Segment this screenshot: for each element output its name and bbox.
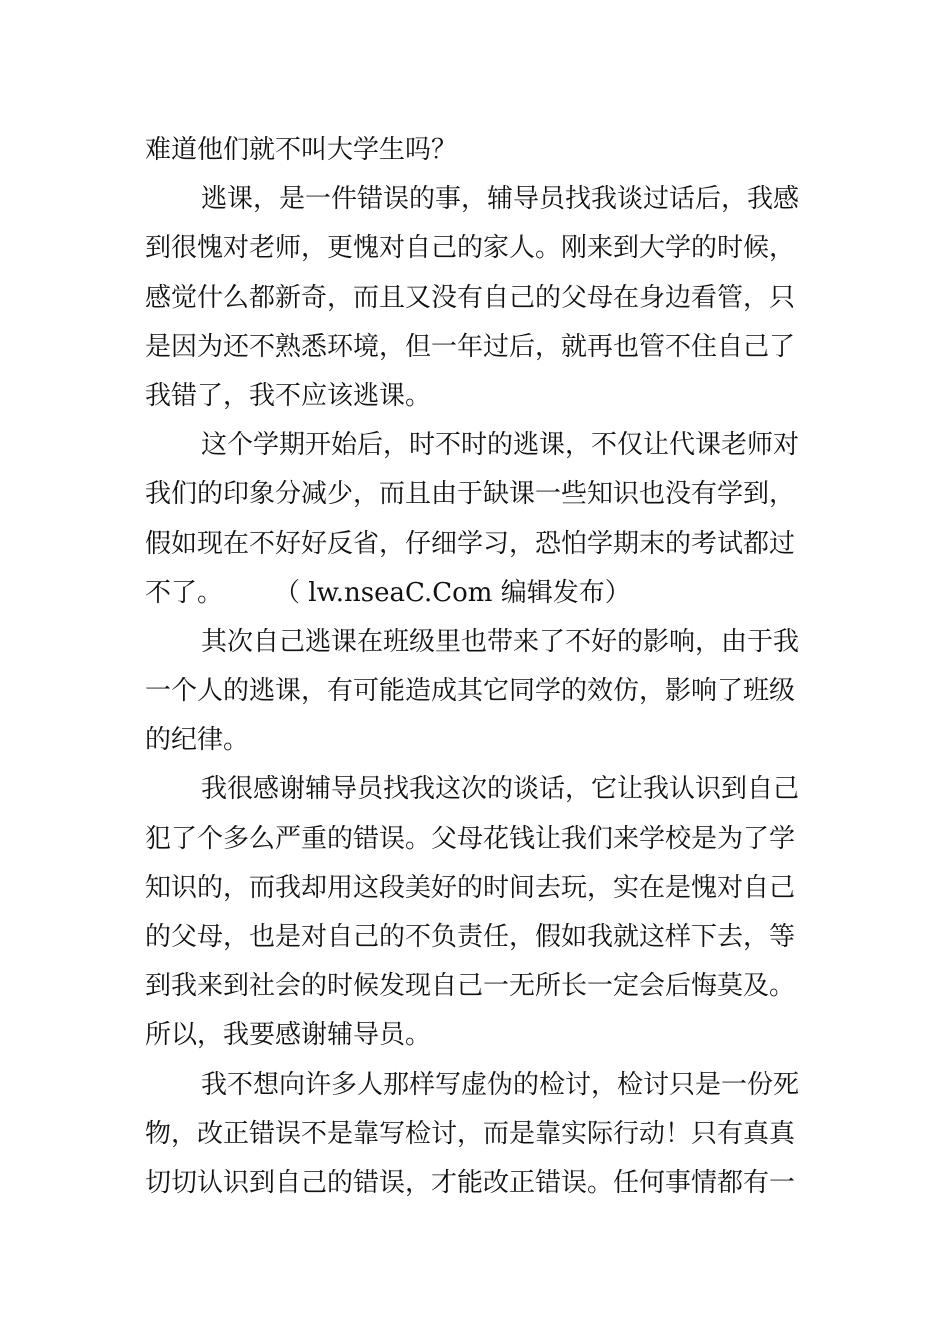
text-line-with-note (145, 569, 810, 618)
edit-note: （ lw.nseaC.Com 编辑发布） (287, 577, 631, 608)
document-body (145, 126, 810, 1208)
text-line: 所以，我要感谢辅导员。 (145, 1020, 432, 1051)
text-line: 知识的，而我却用这段美好的时间去玩，实在是愧对自己 (145, 872, 796, 903)
text-line: 犯了个多么严重的错误。父母花钱让我们来学校是为了学 (145, 823, 796, 854)
text-line: 难道他们就不叫大学生吗？ (145, 135, 458, 165)
text-line: 的纪律。 (145, 725, 250, 756)
paragraph-start-line: 逃课，是一件错误的事，辅导员找我谈过话后，我感 (201, 184, 800, 215)
paragraph-start-line: 我很感谢辅导员找我这次的谈话，它让我认识到自己 (201, 774, 800, 805)
text-line: 我们的印象分减少，而且由于缺课一些知识也没有学到， (145, 479, 796, 510)
text-fragment: 不了。 (145, 577, 224, 608)
paragraph-start-line: 其次自己逃课在班级里也带来了不好的影响，由于我 (201, 626, 800, 657)
text-line: 物，改正错误不是靠写检讨，而是靠实际行动！只有真真 (145, 1118, 796, 1149)
text-line: 到我来到社会的时候发现自己一无所长一定会后悔莫及。 (145, 971, 796, 1002)
text-line: 我错了，我不应该逃课。 (145, 380, 432, 411)
text-line: 感觉什么都新奇，而且又没有自己的父母在身边看管，只 (145, 282, 796, 313)
text-line: 是因为还不熟悉环境，但一年过后，就再也管不住自己了 (145, 331, 796, 362)
text-line: 切切认识到自己的错误，才能改正错误。任何事情都有一 (145, 1167, 796, 1198)
text-line: 假如现在不好好反省，仔细学习，恐怕学期末的考试都过 (145, 528, 796, 559)
paragraph-start-line: 我不想向许多人那样写虚伪的检讨，检讨只是一份死 (201, 1069, 800, 1100)
text-line: 一个人的逃课，有可能造成其它同学的效仿，影响了班级 (145, 676, 796, 707)
text-line: 的父母，也是对自己的不负责任，假如我就这样下去，等 (145, 922, 796, 952)
text-line: 到很愧对老师，更愧对自己的家人。刚来到大学的时候， (145, 233, 796, 264)
paragraph-start-line: 这个学期开始后，时不时的逃课，不仅让代课老师对 (201, 430, 800, 461)
